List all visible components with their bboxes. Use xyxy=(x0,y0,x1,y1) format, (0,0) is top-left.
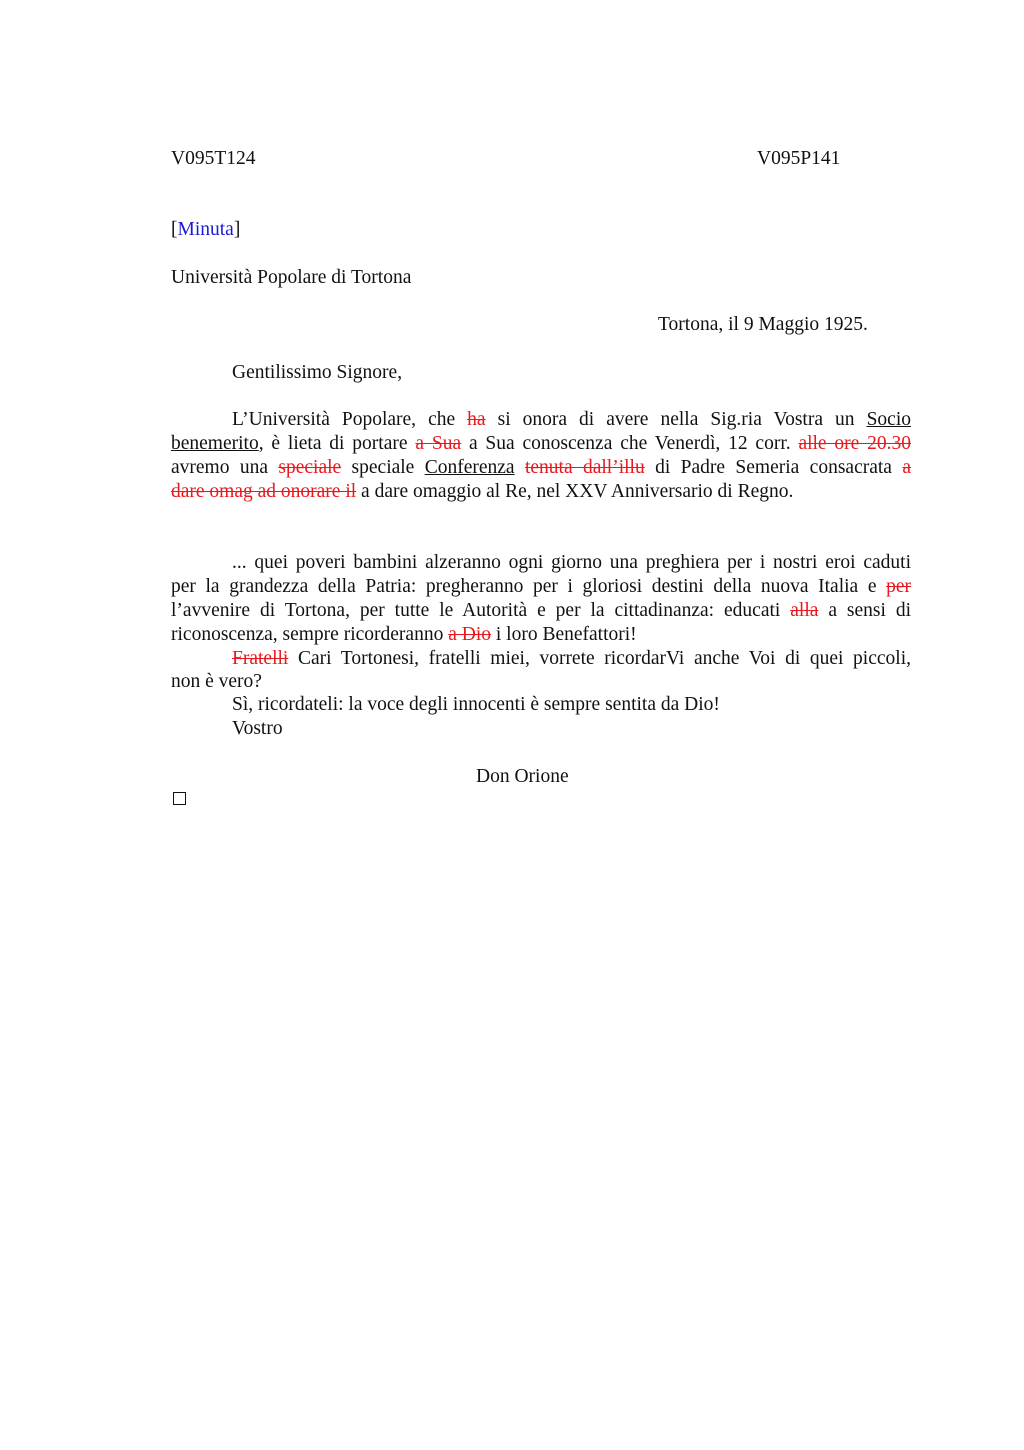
text-run: ... quei poveri bambini alzeranno ogni giorno una preghiera per i nostri eroi caduti xyxy=(232,552,911,573)
text-run: Cari Tortonesi, fratelli miei, vorrete ricordarVi anche Voi di quei piccoli, xyxy=(288,648,911,669)
deleted-text: a xyxy=(902,457,911,478)
text-run xyxy=(515,457,525,478)
underlined-text: Conferenza xyxy=(424,457,515,478)
paragraph1-line4 xyxy=(171,481,793,503)
underlined-text: Socio xyxy=(866,409,911,430)
recipient: Università Popolare di Tortona xyxy=(171,267,412,288)
deleted-text: Fratelli xyxy=(232,648,289,669)
deleted-text: ha xyxy=(467,409,486,430)
deleted-text: a Dio xyxy=(448,624,491,645)
deleted-text: speciale xyxy=(278,457,342,478)
deleted-text: alle ore 20.30 xyxy=(798,433,912,454)
deleted-text: dare omag ad onorare il xyxy=(171,481,357,502)
text-run: speciale xyxy=(341,457,425,478)
text-run: si onora di avere nella Sig.ria Vostra un xyxy=(485,409,867,430)
minuta-tag xyxy=(171,219,240,241)
paragraph1-line3 xyxy=(171,457,911,479)
paragraph4: Sì, ricordateli: la voce degli innocenti è sempre sentita da Dio! xyxy=(232,694,720,715)
deleted-text: a Sua xyxy=(415,433,462,454)
closing: Vostro xyxy=(232,718,283,739)
open-bracket: [ xyxy=(171,219,178,240)
text-run: a sensi di xyxy=(818,600,911,621)
text-run: L’Università Popolare, che xyxy=(232,409,468,430)
text-run: , è lieta di portare xyxy=(258,433,416,454)
deleted-text: alla xyxy=(790,600,819,621)
paragraph2-line1 xyxy=(232,552,911,574)
minuta-label: Minuta xyxy=(177,219,234,240)
deleted-text: tenuta dall’illu xyxy=(524,457,645,478)
paragraph1-line2 xyxy=(171,433,911,455)
document-code-right: V095P141 xyxy=(757,148,841,169)
paragraph3-line1 xyxy=(232,648,911,670)
paragraph2-line4 xyxy=(171,624,637,646)
text-run: a dare omaggio al Re, nel XXV Anniversario di Regno. xyxy=(356,481,794,502)
text-run: l’avvenire di Tortona, per tutte le Autorità e per la cittadinanza: educati xyxy=(171,600,791,621)
text-run: i loro Benefattori! xyxy=(490,624,637,645)
paragraph2-line3 xyxy=(171,600,911,622)
document-code-left: V095T124 xyxy=(171,148,256,169)
deleted-text: per xyxy=(886,576,911,597)
paragraph2-line2 xyxy=(171,576,911,598)
text-run: a Sua conoscenza che Venerdì, 12 corr. xyxy=(461,433,799,454)
paragraph1-line1 xyxy=(232,409,911,431)
text-run: di Padre Semeria consacrata xyxy=(644,457,903,478)
text-run: per la grandezza della Patria: pregheranno per i gloriosi destini della nuova Italia e xyxy=(171,576,887,597)
paragraph3-line2: non è vero? xyxy=(171,671,262,692)
date-line: Tortona, il 9 Maggio 1925. xyxy=(658,314,868,335)
underlined-text: benemerito xyxy=(171,433,259,454)
salutation: Gentilissimo Signore, xyxy=(232,362,403,383)
text-run: riconoscenza, sempre ricorderanno xyxy=(171,624,449,645)
close-bracket: ] xyxy=(233,219,241,240)
signature: Don Orione xyxy=(476,766,569,787)
checkbox-square[interactable] xyxy=(173,792,186,805)
text-run: avremo una xyxy=(171,457,279,478)
